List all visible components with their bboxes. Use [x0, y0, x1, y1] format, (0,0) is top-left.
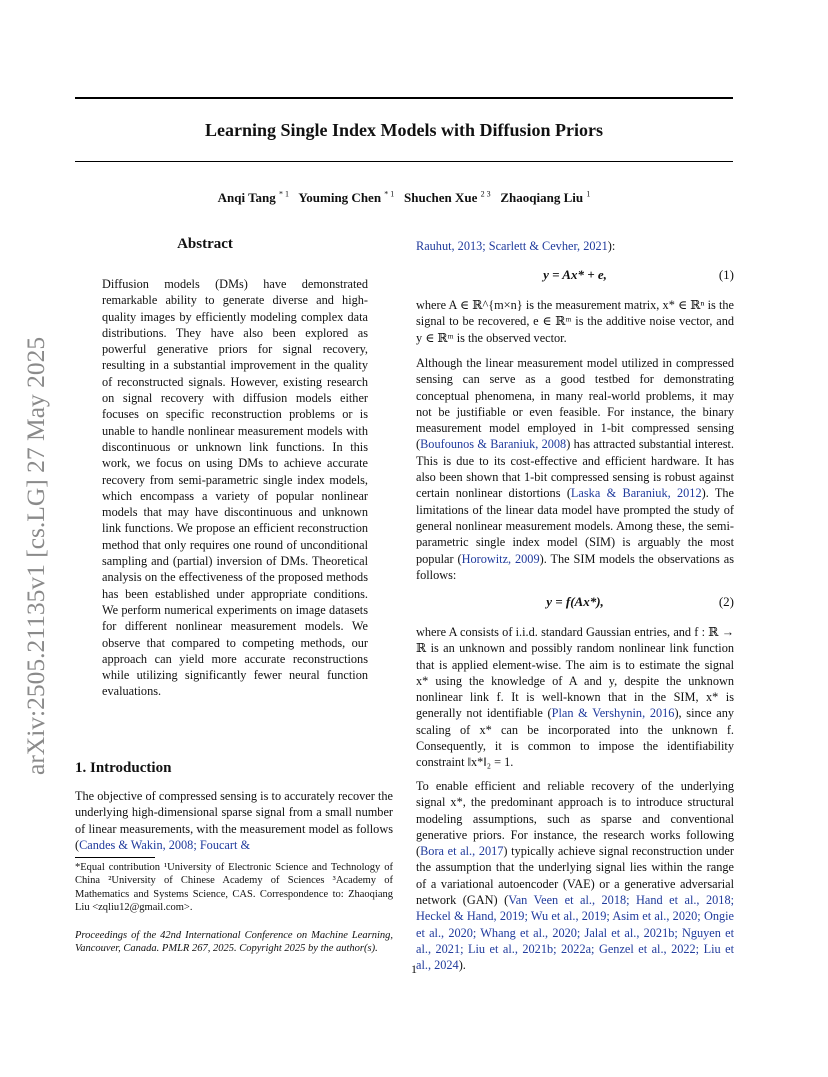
arxiv-identifier-text: arXiv:2505.21135v1 [cs.LG] 27 May 2025 [21, 336, 50, 775]
title-bottom-rule [75, 161, 733, 162]
introduction-heading: 1. Introduction [75, 760, 172, 776]
abstract-body: Diffusion models (DMs) have demonstrated remarkable ability to generate diverse and high-quality images by efficiently modeling complex data distributions. They have also been explored as powerful generative priors for signal recovery, resulting in a substantial improvement in the quality of reconstructed signals. However, existing research on signal recovery with diffusion models either focuses on specific reconstruction problems or is unable to handle nonlinear measurement models with discontinuous or unknown link functions. In this work, we focus on using DMs to achieve accurate recovery from semi-parametric single index models, which encompass a variety of popular nonlinear models that may have discontinuous and unknown link functions. We propose an efficient reconstruction method that only requires one round of unconditional sampling and (partial) inversion of DMs. Theoretical analysis on the effectiveness of the proposed methods has been established under appropriate conditions. We perform numerical experiments on image datasets for different nonlinear measurement models. We observe that compared to competing methods, our approach can yield more accurate reconstructions while utilizing significantly fewer neural function evaluations. [102, 277, 368, 699]
citation-link[interactable]: Candes & Wakin, 2008; Foucart & [79, 837, 251, 852]
measurement-description: where A ∈ ℝ^{m×n} is the measurement matrix, x* ∈ ℝⁿ is the signal to be recovered, e ∈ ℝᵐ is the additive noise vector, and y ∈ ℝᵐ is the observed vector. [416, 298, 734, 345]
paragraph-sim-definition: where A consists of i.i.d. standard Gaussian entries, and f : ℝ → ℝ is an unknown and possibly random nonlinear link function that is applied element-wise. The aim is to estimate the signal x* using the knowledge of A and y, despite the unknown nonlinear link f. It is well-known that in the SIM, x* is generally not identifiable (Plan & Vershynin, 2016), since any scaling of x* can be incorporated into the unknown f. Consequently, it is common to impose the identifiability constraint ‖x*‖₂ = 1. [416, 625, 735, 770]
author-3: Shuchen Xue $^{2 3}$ [404, 190, 491, 206]
equation-1-body: y = Ax* + e, [543, 267, 607, 282]
equation-2-body: y = f(Ax*), [546, 594, 604, 609]
footnote-rule [75, 857, 155, 858]
page-number: 1 [411, 962, 417, 976]
arxiv-side-stamp [0, 0, 60, 1072]
abstract-heading: Abstract [177, 236, 233, 252]
citation-link[interactable]: Plan & Vershynin, 2016 [551, 706, 675, 721]
citation-link[interactable]: Horowitz, 2009 [461, 551, 540, 566]
author-list [75, 190, 733, 206]
citation-link[interactable]: Laska & Baraniuk, 2012 [570, 486, 702, 501]
equation-1-number: (1) [718, 267, 734, 282]
proceedings-note: Proceedings of the 42nd International Conference on Machine Learning, Vancouver, Canada. PMLR 267, 2025. Copyright 2025 by the author(s). [75, 930, 393, 955]
paper-title: Learning Single Index Models with Diffusion Priors [204, 120, 604, 140]
author-1: Anqi Tang $^{* 1}$ [217, 190, 290, 206]
affiliations-footnote: *Equal contribution ¹University of Electronic Science and Technology of China ²University of Chinese Academy of Sciences ³Academy of Mathematics and Systems Science, CAS. Correspondence to: Zhaoqiang Liu <zqliu12@gmail.com>. [75, 862, 393, 913]
top-rule [75, 97, 733, 99]
author-2: Youming Chen $^{* 1}$ [298, 190, 395, 206]
citation-link[interactable]: Boufounos & Baraniuk, 2008 [420, 437, 567, 452]
intro-continued: Rauhut, 2013; Scarlett & Cevher, 2021): [416, 239, 616, 253]
author-4: Zhaoqiang Liu $^1$ [500, 190, 591, 206]
citation-link[interactable]: Rauhut, 2013; Scarlett & Cevher, 2021 [416, 239, 608, 253]
introduction-paragraph: The objective of compressed sensing is to accurately recover the underlying high-dimensional sparse signal from a small number of linear measurements, with the measurement model as follows (Candes & Wakin, 2008; Foucart & [75, 789, 393, 852]
paragraph-nonlinear-models: Although the linear measurement model utilized in compressed sensing can serve as a good testbed for demonstrating conceptual phenomena, in many real-world problems, it may not be justifiable or even feasible. For instance, the binary measurement model employed in 1-bit compressed sensing (Boufounos & Baraniuk, 2008) has attracted substantial interest. This is due to its cost-effective and efficient hardware. It has also been shown that 1-bit compressed sensing is robust against certain nonlinear distortions (Laska & Baraniuk, 2012). The limitations of the linear data model have prompted the study of general nonlinear measurement models. Among these, the semi-parametric single index model (SIM) is arguably the most popular (Horowitz, 2009). The SIM models the observations as follows: [416, 356, 734, 582]
equation-1 [416, 267, 734, 283]
citation-link[interactable]: Bora et al., 2017 [420, 844, 504, 859]
paragraph-generative-priors: To enable efficient and reliable recovery of the underlying signal x*, the predominant approach is to introduce structural modeling assumptions, such as sparse and conventional generative priors. For instance, the research works following (Bora et al., 2017) typically achieve signal reconstruction under the assumption that the underlying signal lies within the range of a variational autoencoder (VAE) or a generative adversarial network (GAN) (Van Veen et al., 2018; Hand et al., 2018; Heckel & Hand, 2019; Wu et al., 2019; Asim et al., 2020; Ongie et al., 2020; Whang et al., 2020; Jalal et al., 2021b; Nguyen et al., 2021; Liu et al., 2021b; 2022a; Genzel et al., 2022; Liu et al., 2024). [416, 779, 735, 973]
citation-link[interactable]: Van Veen et al., 2018; Hand et al., 2018; Heckel & Hand, 2019; Wu et al., 2019; Asim et al., 2020; Ongie et al., 2020; Whang et al., 2020; Jalal et al., 2021b; Nguyen et al., 2021; Liu et al., 2021b; 2022a; Genzel et al., 2022; Liu et al., 2024 [416, 893, 735, 973]
equation-2 [416, 594, 734, 610]
equation-2-number: (2) [718, 594, 734, 609]
